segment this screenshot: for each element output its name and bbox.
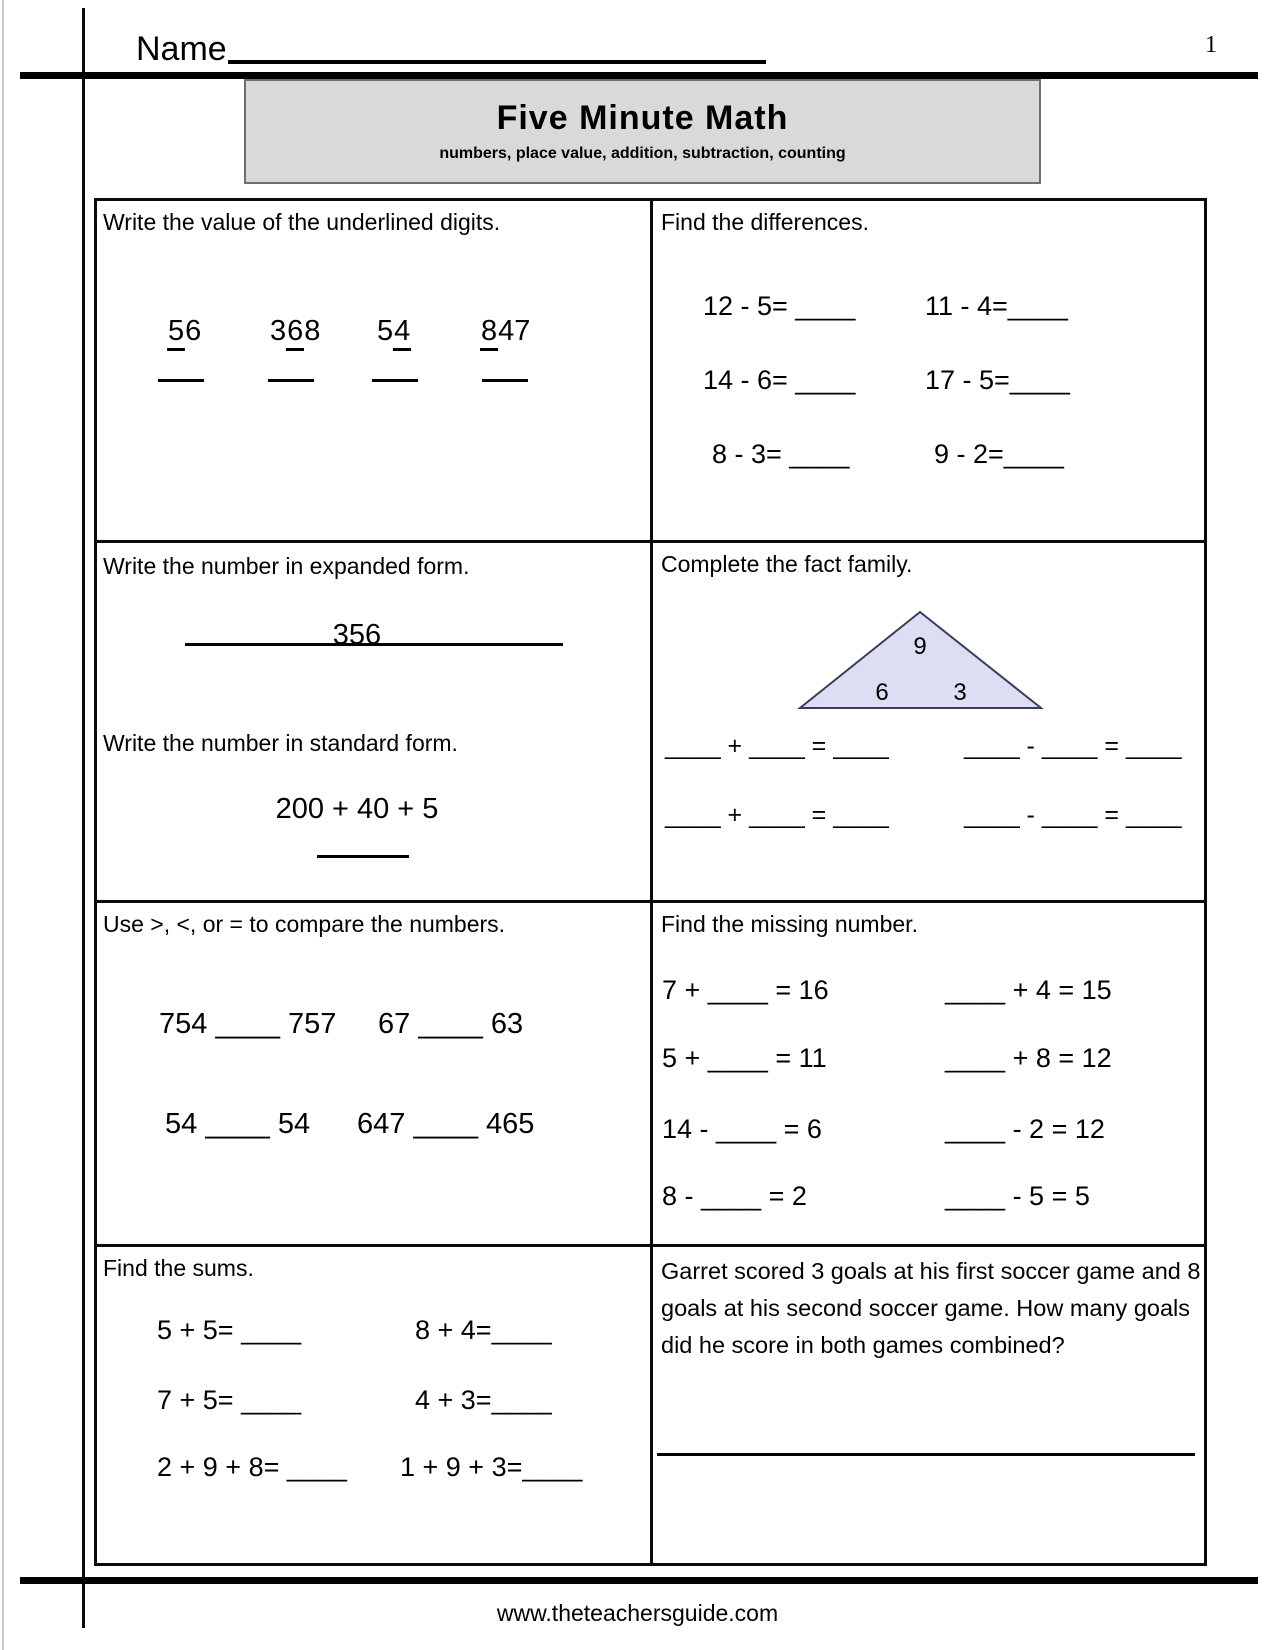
fact-equation: ____ - ____ = ____ — [964, 801, 1182, 829]
digit-post: 47 — [498, 315, 531, 347]
digit-post: 8 — [304, 315, 321, 347]
problem: 5 + ____ = 11 — [662, 1043, 827, 1073]
prompt: Write the value of the underlined digits. — [103, 209, 501, 235]
name-label: Name — [136, 30, 227, 68]
digit-underlined: 5 — [167, 317, 185, 351]
bottom-rule — [20, 1577, 1258, 1584]
title-box — [244, 79, 1041, 184]
word-problem-text: Garret scored 3 goals at his first soccer game and 8 goals at his second soccer game. How many goals did he score in both games combined? — [661, 1258, 1201, 1358]
underlined-number — [480, 315, 530, 351]
fact-triangle-shape — [800, 612, 1041, 708]
top-rule — [20, 72, 1258, 79]
footer-url: www.theteachersguide.com — [496, 1600, 779, 1626]
prompt: Find the differences. — [661, 209, 869, 235]
page-number: 1 — [1205, 32, 1217, 58]
digit-underlined: 4 — [393, 317, 411, 351]
problem: ____ - 2 = 12 — [945, 1114, 1105, 1144]
problem: 12 - 5= ____ — [703, 291, 856, 321]
fact-triangle — [794, 606, 1049, 714]
answer-line — [317, 855, 409, 858]
prompt: Find the missing number. — [661, 911, 918, 937]
section-differences — [653, 201, 1204, 540]
section-word-problem — [653, 1247, 1204, 1563]
fact-equation: ____ - ____ = ____ — [964, 732, 1182, 760]
problem: 8 + 4=____ — [415, 1315, 552, 1345]
section-fact-family — [653, 543, 1204, 900]
problem: 5 + 5= ____ — [157, 1315, 302, 1345]
prompt: Complete the fact family. — [661, 551, 913, 577]
digit-underlined: 6 — [286, 317, 304, 351]
fact-equation: ____ + ____ = ____ — [665, 801, 889, 829]
problem: 754 ____ 757 — [159, 1008, 337, 1040]
problem: 7 + ____ = 16 — [662, 975, 829, 1005]
answer-line — [482, 379, 528, 382]
triangle-left-number: 6 — [875, 679, 889, 706]
problem: 4 + 3=____ — [415, 1385, 552, 1415]
section-sums — [97, 1247, 650, 1563]
problem: 2 + 9 + 8= ____ — [157, 1452, 347, 1482]
problem: 9 - 2=____ — [934, 439, 1064, 469]
problem: 14 - ____ = 6 — [662, 1114, 822, 1144]
prompt: Write the number in expanded form. — [103, 553, 470, 579]
prompt: Write the number in standard form. — [103, 730, 458, 756]
problem: 67 ____ 63 — [378, 1008, 524, 1040]
digit-pre: 3 — [270, 315, 287, 347]
problem: 1 + 9 + 3=____ — [400, 1452, 583, 1482]
problem: 8 - 3= ____ — [712, 439, 850, 469]
triangle-top-number: 9 — [913, 633, 927, 660]
digit-post: 6 — [185, 315, 202, 347]
problem: 11 - 4=____ — [925, 291, 1068, 321]
section-underlined-digits — [97, 201, 650, 540]
problem: ____ + 8 = 12 — [945, 1043, 1112, 1073]
answer-line — [268, 379, 314, 382]
problem: 54 ____ 54 — [165, 1108, 311, 1140]
section-compare-numbers — [97, 903, 650, 1244]
prompt: Use >, <, or = to compare the numbers. — [103, 911, 506, 937]
answer-line — [185, 643, 563, 646]
scan-edge-line — [2, 0, 4, 1650]
problem: 17 - 5=____ — [925, 365, 1070, 395]
problem: ____ + 4 = 15 — [945, 975, 1112, 1005]
section-expanded-standard-form — [97, 543, 650, 900]
underlined-number — [270, 315, 320, 351]
worksheet-grid — [94, 198, 1207, 1566]
given-number: 356 — [332, 619, 382, 651]
section-missing-number — [653, 903, 1204, 1244]
worksheet-title: Five Minute Math — [496, 99, 789, 137]
digit-pre: 5 — [377, 315, 394, 347]
problem: 7 + 5= ____ — [157, 1385, 302, 1415]
underlined-number — [167, 315, 201, 351]
problem: ____ - 5 = 5 — [945, 1181, 1090, 1211]
name-blank-line — [228, 28, 766, 64]
answer-line — [657, 1453, 1195, 1456]
underlined-number — [377, 315, 411, 351]
problem: 8 - ____ = 2 — [662, 1181, 807, 1211]
fact-equation: ____ + ____ = ____ — [665, 732, 889, 760]
prompt: Find the sums. — [103, 1255, 254, 1281]
triangle-right-number: 3 — [953, 679, 967, 706]
problem: 14 - 6= ____ — [703, 365, 856, 395]
worksheet-subtitle: numbers, place value, addition, subtraction, counting — [439, 145, 846, 162]
answer-line — [372, 379, 418, 382]
problem: 647 ____ 465 — [357, 1108, 535, 1140]
digit-underlined: 8 — [480, 317, 498, 351]
margin-line — [82, 8, 85, 1628]
answer-line — [158, 379, 204, 382]
expanded-expression: 200 + 40 + 5 — [275, 793, 439, 825]
